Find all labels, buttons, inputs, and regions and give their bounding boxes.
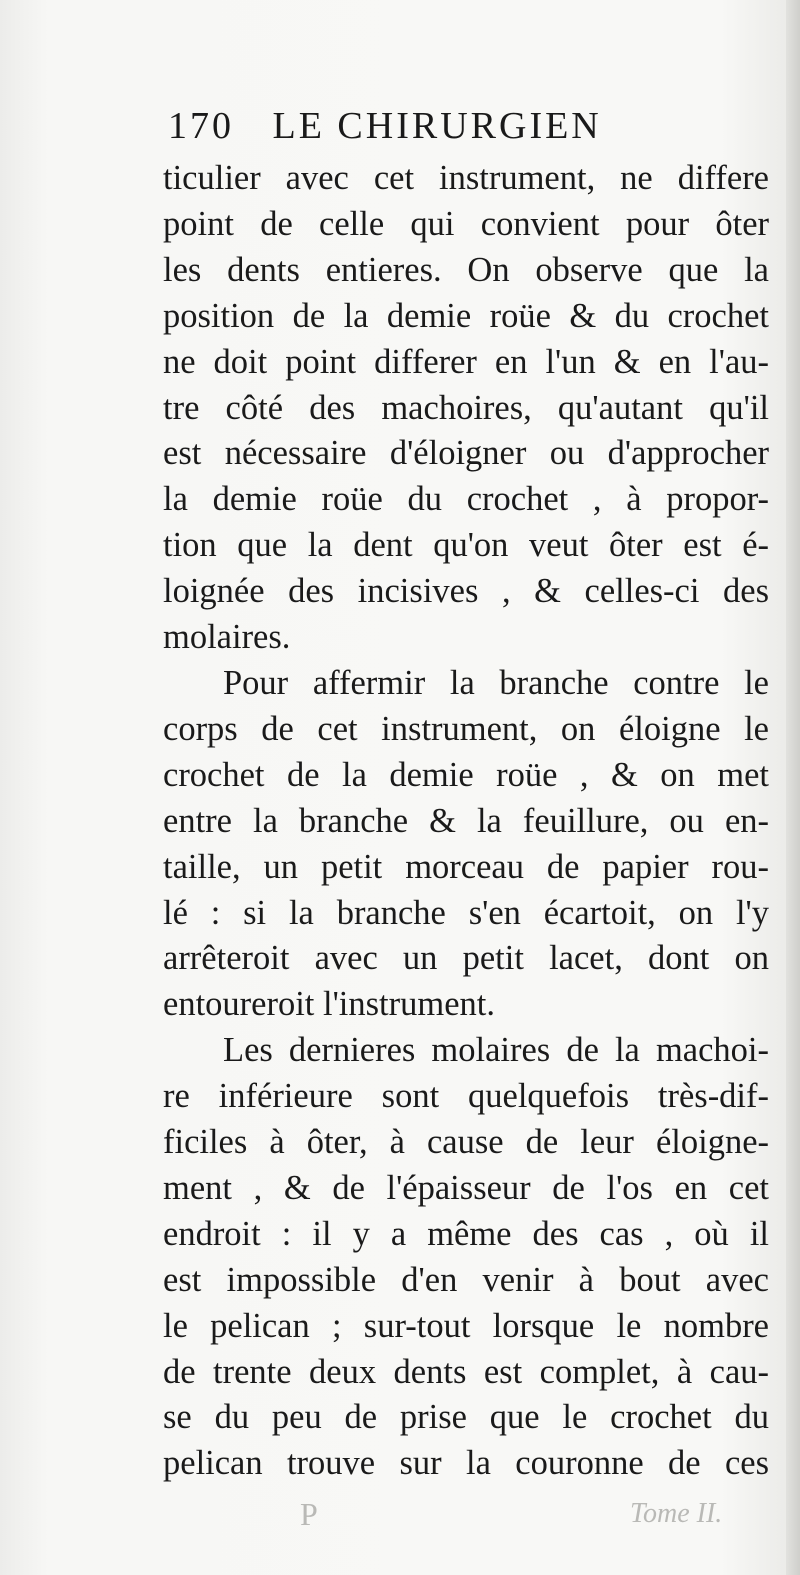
text-line: endroit : il y a même des cas , où il (163, 1214, 769, 1253)
text-line: tre côté des machoires, qu'autant qu'il (163, 388, 769, 427)
text-line: position de la demie roüe & du crochet (163, 296, 769, 335)
text-line: ficiles à ôter, à cause de leur éloigne- (163, 1123, 769, 1162)
text-line: Les dernieres molaires de la machoi- (223, 1031, 769, 1070)
page-footer (160, 1496, 780, 1546)
text-line: molaires. (163, 618, 291, 657)
volume-mark: Tome II. (630, 1498, 723, 1529)
text-line: les dents entieres. On observe que la (163, 250, 769, 289)
body-text (163, 156, 769, 1487)
running-header (168, 104, 728, 154)
text-line: la demie roüe du crochet , à propor- (163, 480, 769, 519)
running-title: LE CHIRURGIEN (272, 105, 602, 147)
text-line: taille, un petit morceau de papier rou- (163, 847, 769, 886)
text-line: Pour affermir la branche contre le (223, 663, 769, 702)
text-line: de trente deux dents est complet, à cau- (163, 1352, 769, 1391)
text-line: arrêteroit avec un petit lacet, dont on (163, 939, 769, 978)
text-line: re inférieure sont quelquefois très-dif- (163, 1077, 769, 1116)
text-line: est impossible d'en venir à bout avec (163, 1260, 769, 1299)
text-line: pelican trouve sur la couronne de ces (163, 1444, 769, 1483)
text-line: loignée des incisives , & celles-ci des (163, 572, 769, 611)
text-line: crochet de la demie roüe , & on met (163, 755, 769, 794)
text-line: ne doit point differer en l'un & en l'au- (163, 342, 769, 381)
page-edge-shadow (786, 0, 800, 1575)
text-line: lé : si la branche s'en écartoit, on l'y (163, 893, 769, 932)
text-line: entre la branche & la feuillure, ou en- (163, 801, 769, 840)
signature-mark: P (300, 1496, 318, 1532)
page-number: 170 (168, 105, 234, 147)
text-line: corps de cet instrument, on éloigne le (163, 709, 769, 748)
text-line: se du peu de prise que le crochet du (163, 1398, 769, 1437)
text-line: ment , & de l'épaisseur de l'os en cet (163, 1168, 769, 1207)
text-line: ticulier avec cet instrument, ne differe (163, 159, 769, 197)
text-line: le pelican ; sur-tout lorsque le nombre (163, 1306, 769, 1345)
text-line: point de celle qui convient pour ôter (163, 204, 769, 243)
text-line: tion que la dent qu'on veut ôter est é- (163, 526, 769, 565)
text-line: est nécessaire d'éloigner ou d'approcher (163, 434, 769, 473)
text-line: entoureroit l'instrument. (163, 985, 495, 1024)
